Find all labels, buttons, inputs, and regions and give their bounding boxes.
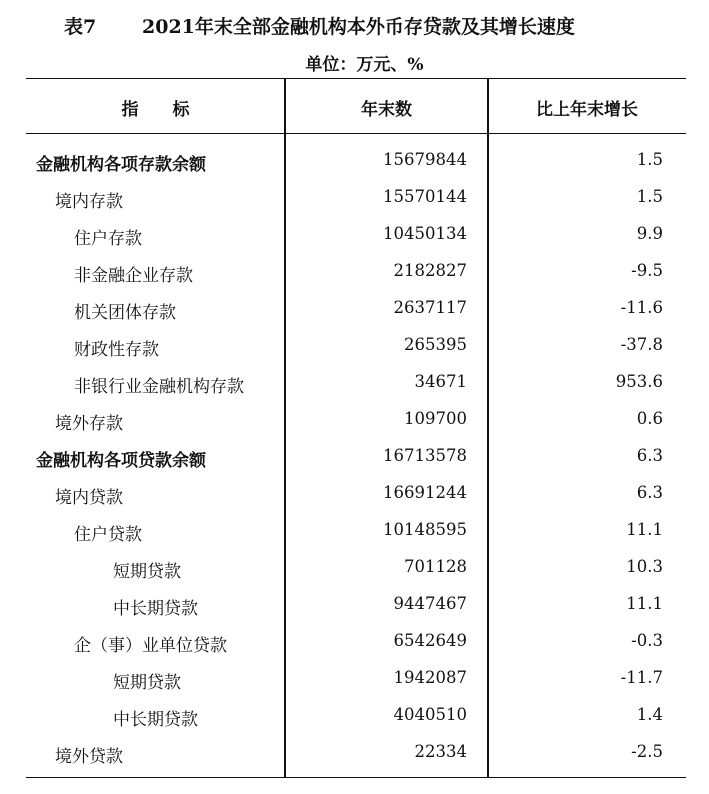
table-title-text: 2021年末全部金融机构本外币存贷款及其增长速度 <box>142 16 575 38</box>
table-row <box>26 253 686 290</box>
row-label: 中长期贷款 <box>113 599 198 619</box>
row-label: 境外存款 <box>55 414 123 434</box>
table-row <box>26 142 686 179</box>
row-year-end-value: 15679844 <box>383 150 467 169</box>
row-label: 财政性存款 <box>74 340 159 360</box>
table-row <box>26 512 686 549</box>
table-row <box>26 660 686 697</box>
row-growth-value: -11.7 <box>620 668 663 687</box>
data-table <box>26 78 686 778</box>
table-row <box>26 586 686 623</box>
row-growth-value: -37.8 <box>620 335 663 354</box>
row-label: 金融机构各项贷款余额 <box>36 451 206 471</box>
row-year-end-value: 16713578 <box>383 446 467 465</box>
row-year-end-value: 9447467 <box>393 594 467 613</box>
row-growth-value: 9.9 <box>636 224 663 243</box>
header-growth: 比上年末增长 <box>536 100 638 120</box>
table-header <box>26 79 686 134</box>
header-year-end: 年末数 <box>361 100 412 120</box>
table-row <box>26 475 686 512</box>
table-row <box>26 549 686 586</box>
row-growth-value: 1.5 <box>636 150 663 169</box>
row-growth-value: -2.5 <box>631 742 663 761</box>
row-growth-value: 11.1 <box>626 594 663 613</box>
row-label: 短期贷款 <box>113 562 181 582</box>
table-row <box>26 401 686 438</box>
table-title <box>0 8 709 38</box>
table-row <box>26 734 686 771</box>
row-growth-value: 0.6 <box>636 409 663 428</box>
row-year-end-value: 10148595 <box>383 520 467 539</box>
table-row <box>26 364 686 401</box>
row-label: 企（事）业单位贷款 <box>74 636 227 656</box>
row-year-end-value: 265395 <box>404 335 467 354</box>
row-growth-value: 1.5 <box>636 187 663 206</box>
row-year-end-value: 22334 <box>414 742 467 761</box>
row-year-end-value: 4040510 <box>393 705 467 724</box>
header-indicator: 指 标 <box>121 100 190 120</box>
row-growth-value: 1.4 <box>636 705 663 724</box>
row-year-end-value: 10450134 <box>383 224 467 243</box>
table-row <box>26 623 686 660</box>
row-growth-value: 10.3 <box>626 557 663 576</box>
row-year-end-value: 1942087 <box>393 668 467 687</box>
table-row <box>26 290 686 327</box>
row-label: 境内贷款 <box>55 488 123 508</box>
row-label: 机关团体存款 <box>74 303 176 323</box>
row-label: 金融机构各项存款余额 <box>36 155 206 175</box>
row-year-end-value: 6542649 <box>393 631 467 650</box>
row-growth-value: 953.6 <box>615 372 663 391</box>
row-year-end-value: 15570144 <box>383 187 467 206</box>
row-growth-value: -11.6 <box>620 298 663 317</box>
row-growth-value: -0.3 <box>631 631 663 650</box>
row-label: 非银行业金融机构存款 <box>74 377 244 397</box>
table-row <box>26 216 686 253</box>
row-year-end-value: 109700 <box>404 409 467 428</box>
table-row <box>26 697 686 734</box>
row-label: 中长期贷款 <box>113 710 198 730</box>
table-row <box>26 179 686 216</box>
row-label: 境内存款 <box>55 192 123 212</box>
row-year-end-value: 16691244 <box>383 483 467 502</box>
table-row <box>26 327 686 364</box>
row-label: 非金融企业存款 <box>74 266 193 286</box>
unit-label: 单位：万元、% <box>305 55 424 75</box>
row-year-end-value: 701128 <box>404 557 467 576</box>
row-label: 短期贷款 <box>113 673 181 693</box>
table-row <box>26 438 686 475</box>
row-year-end-value: 2182827 <box>393 261 467 280</box>
row-growth-value: 6.3 <box>636 446 663 465</box>
row-growth-value: 11.1 <box>626 520 663 539</box>
row-label: 境外贷款 <box>55 747 123 767</box>
row-label: 住户存款 <box>74 229 142 249</box>
row-growth-value: -9.5 <box>631 261 663 280</box>
row-year-end-value: 34671 <box>414 372 467 391</box>
row-year-end-value: 2637117 <box>393 298 467 317</box>
table-number: 表7 <box>64 16 97 38</box>
row-label: 住户贷款 <box>74 525 142 545</box>
row-growth-value: 6.3 <box>636 483 663 502</box>
